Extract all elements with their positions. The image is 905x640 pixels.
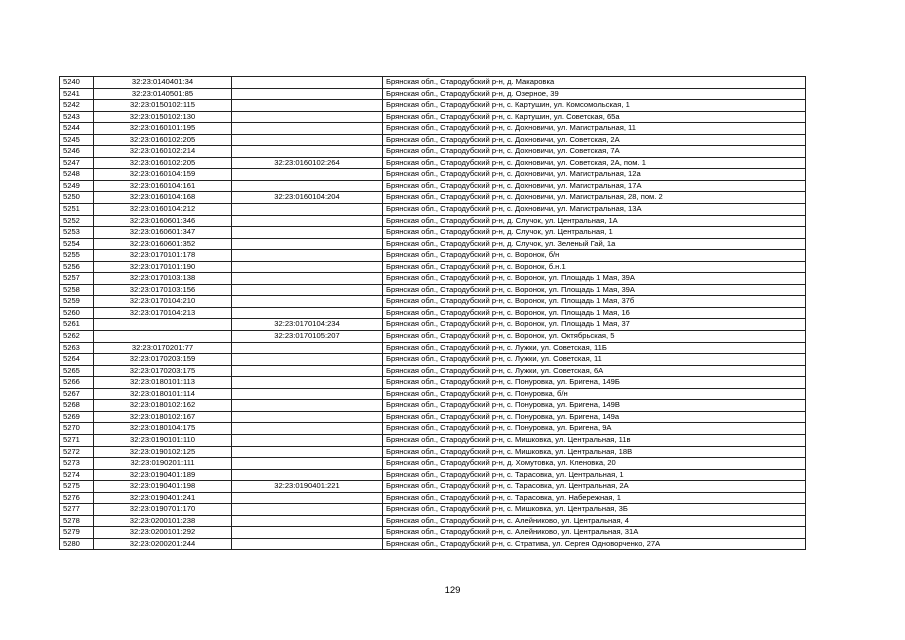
address-cell: Брянская обл., Стародубский р-н, д. Случок, ул. Зеленый Гай, 1а: [383, 238, 806, 250]
cadastral-number-cell: 32:23:0170201:77: [94, 342, 232, 354]
cadastral-number-cell: 32:23:0180101:114: [94, 388, 232, 400]
cadastral-number-cell: 32:23:0190701:170: [94, 504, 232, 516]
row-number-cell: 5279: [60, 527, 94, 539]
row-number-cell: 5249: [60, 180, 94, 192]
linked-cadastral-number-cell: [232, 388, 383, 400]
linked-cadastral-number-cell: [232, 527, 383, 539]
table-row: [60, 527, 806, 539]
table-row: [60, 204, 806, 216]
table-row: [60, 319, 806, 331]
linked-cadastral-number-cell: 32:23:0170105:207: [232, 331, 383, 343]
linked-cadastral-number-cell: [232, 423, 383, 435]
cadastral-number-cell: 32:23:0160601:346: [94, 215, 232, 227]
linked-cadastral-number-cell: 32:23:0190401:221: [232, 481, 383, 493]
linked-cadastral-number-cell: [232, 227, 383, 239]
linked-cadastral-number-cell: [232, 515, 383, 527]
table-row: [60, 481, 806, 493]
table-row: [60, 388, 806, 400]
address-cell: Брянская обл., Стародубский р-н, с. Понуровка, ул. Бригена, 149В: [383, 400, 806, 412]
row-number-cell: 5241: [60, 88, 94, 100]
table-row: [60, 515, 806, 527]
linked-cadastral-number-cell: [232, 342, 383, 354]
linked-cadastral-number-cell: [232, 250, 383, 262]
table-row: [60, 261, 806, 273]
table-row: [60, 238, 806, 250]
cadastral-number-cell: 32:23:0190401:241: [94, 492, 232, 504]
linked-cadastral-number-cell: [232, 180, 383, 192]
linked-cadastral-number-cell: [232, 492, 383, 504]
cadastral-number-cell: 32:23:0150102:115: [94, 100, 232, 112]
table-row: [60, 180, 806, 192]
address-cell: Брянская обл., Стародубский р-н, с. Алейниково, ул. Центральная, 31А: [383, 527, 806, 539]
row-number-cell: 5257: [60, 273, 94, 285]
document-page: [59, 76, 805, 550]
linked-cadastral-number-cell: [232, 111, 383, 123]
table-row: [60, 88, 806, 100]
cadastral-number-cell: 32:23:0160601:352: [94, 238, 232, 250]
cadastral-number-cell: 32:23:0180101:113: [94, 377, 232, 389]
row-number-cell: 5240: [60, 77, 94, 89]
address-cell: Брянская обл., Стародубский р-н, с. Лужки, ул. Советская, 11: [383, 354, 806, 366]
table-row: [60, 123, 806, 135]
address-cell: Брянская обл., Стародубский р-н, д. Хомутовка, ул. Кленовка, 20: [383, 458, 806, 470]
address-cell: Брянская обл., Стародубский р-н, с. Дохновичи, ул. Магистральная, 28, пом. 2: [383, 192, 806, 204]
table-row: [60, 354, 806, 366]
table-row: [60, 538, 806, 550]
row-number-cell: 5250: [60, 192, 94, 204]
row-number-cell: 5277: [60, 504, 94, 516]
cadastral-number-cell: 32:23:0180102:162: [94, 400, 232, 412]
cadastral-number-cell: [94, 331, 232, 343]
linked-cadastral-number-cell: [232, 538, 383, 550]
row-number-cell: 5251: [60, 204, 94, 216]
address-cell: Брянская обл., Стародубский р-н, д. Случок, ул. Центральная, 1А: [383, 215, 806, 227]
cadastral-number-cell: 32:23:0160101:195: [94, 123, 232, 135]
address-cell: Брянская обл., Стародубский р-н, с. Лужки, ул. Советская, 11Б: [383, 342, 806, 354]
address-cell: Брянская обл., Стародубский р-н, с. Картушин, ул. Советская, 65а: [383, 111, 806, 123]
row-number-cell: 5271: [60, 434, 94, 446]
table-row: [60, 377, 806, 389]
cadastral-number-cell: 32:23:0170103:156: [94, 284, 232, 296]
table-row: [60, 100, 806, 112]
address-cell: Брянская обл., Стародубский р-н, с. Картушин, ул. Комсомольская, 1: [383, 100, 806, 112]
row-number-cell: 5242: [60, 100, 94, 112]
table-row: [60, 365, 806, 377]
cadastral-number-cell: 32:23:0190101:110: [94, 434, 232, 446]
row-number-cell: 5259: [60, 296, 94, 308]
cadastral-table: [59, 76, 806, 550]
row-number-cell: 5255: [60, 250, 94, 262]
linked-cadastral-number-cell: [232, 284, 383, 296]
table-row: [60, 492, 806, 504]
address-cell: Брянская обл., Стародубский р-н, с. Воронок, б/н: [383, 250, 806, 262]
linked-cadastral-number-cell: [232, 458, 383, 470]
address-cell: Брянская обл., Стародубский р-н, с. Воронок, ул. Площадь 1 Мая, 16: [383, 307, 806, 319]
cadastral-number-cell: 32:23:0160102:205: [94, 157, 232, 169]
cadastral-number-cell: 32:23:0200101:292: [94, 527, 232, 539]
cadastral-number-cell: 32:23:0160102:205: [94, 134, 232, 146]
cadastral-number-cell: 32:23:0180102:167: [94, 411, 232, 423]
table-row: [60, 342, 806, 354]
address-cell: Брянская обл., Стародубский р-н, д. Макаровка: [383, 77, 806, 89]
address-cell: Брянская обл., Стародубский р-н, с. Мишковка, ул. Центральная, 3Б: [383, 504, 806, 516]
address-cell: Брянская обл., Стародубский р-н, с. Дохновичи, ул. Магистральная, 12а: [383, 169, 806, 181]
address-cell: Брянская обл., Стародубский р-н, д. Случок, ул. Центральная, 1: [383, 227, 806, 239]
cadastral-number-cell: [94, 319, 232, 331]
cadastral-number-cell: 32:23:0200201:244: [94, 538, 232, 550]
address-cell: Брянская обл., Стародубский р-н, с. Алейниково, ул. Центральная, 4: [383, 515, 806, 527]
linked-cadastral-number-cell: 32:23:0160104:204: [232, 192, 383, 204]
address-cell: Брянская обл., Стародубский р-н, с. Дохновичи, ул. Советская, 2А, пом. 1: [383, 157, 806, 169]
address-cell: Брянская обл., Стародубский р-н, с. Дохновичи, ул. Магистральная, 17А: [383, 180, 806, 192]
linked-cadastral-number-cell: [232, 134, 383, 146]
address-cell: Брянская обл., Стародубский р-н, д. Озерное, 39: [383, 88, 806, 100]
address-cell: Брянская обл., Стародубский р-н, с. Воронок, ул. Площадь 1 Мая, 37б: [383, 296, 806, 308]
cadastral-number-cell: 32:23:0170104:213: [94, 307, 232, 319]
row-number-cell: 5265: [60, 365, 94, 377]
table-row: [60, 469, 806, 481]
cadastral-number-cell: 32:23:0180104:175: [94, 423, 232, 435]
table-row: [60, 111, 806, 123]
linked-cadastral-number-cell: [232, 469, 383, 481]
linked-cadastral-number-cell: [232, 273, 383, 285]
row-number-cell: 5280: [60, 538, 94, 550]
row-number-cell: 5270: [60, 423, 94, 435]
linked-cadastral-number-cell: [232, 100, 383, 112]
cadastral-number-cell: 32:23:0160104:168: [94, 192, 232, 204]
linked-cadastral-number-cell: [232, 123, 383, 135]
row-number-cell: 5245: [60, 134, 94, 146]
address-cell: Брянская обл., Стародубский р-н, с. Мишковка, ул. Центральная, 18В: [383, 446, 806, 458]
table-row: [60, 227, 806, 239]
cadastral-number-cell: 32:23:0190401:198: [94, 481, 232, 493]
address-cell: Брянская обл., Стародубский р-н, с. Воронок, ул. Площадь 1 Мая, 39А: [383, 273, 806, 285]
cadastral-number-cell: 32:23:0140501:85: [94, 88, 232, 100]
linked-cadastral-number-cell: [232, 238, 383, 250]
address-cell: Брянская обл., Стародубский р-н, с. Понуровка, б/н: [383, 388, 806, 400]
row-number-cell: 5260: [60, 307, 94, 319]
row-number-cell: 5243: [60, 111, 94, 123]
address-cell: Брянская обл., Стародубский р-н, с. Тарасовка, ул. Набережная, 1: [383, 492, 806, 504]
cadastral-table-body: [60, 77, 806, 550]
row-number-cell: 5269: [60, 411, 94, 423]
address-cell: Брянская обл., Стародубский р-н, с. Лужки, ул. Советская, 6А: [383, 365, 806, 377]
linked-cadastral-number-cell: [232, 77, 383, 89]
linked-cadastral-number-cell: [232, 296, 383, 308]
linked-cadastral-number-cell: [232, 354, 383, 366]
table-row: [60, 307, 806, 319]
linked-cadastral-number-cell: [232, 261, 383, 273]
address-cell: Брянская обл., Стародубский р-н, с. Дохновичи, ул. Советская, 2А: [383, 134, 806, 146]
linked-cadastral-number-cell: [232, 377, 383, 389]
row-number-cell: 5258: [60, 284, 94, 296]
linked-cadastral-number-cell: [232, 204, 383, 216]
cadastral-number-cell: 32:23:0160102:214: [94, 146, 232, 158]
address-cell: Брянская обл., Стародубский р-н, с. Понуровка, ул. Бригена, 149а: [383, 411, 806, 423]
row-number-cell: 5262: [60, 331, 94, 343]
address-cell: Брянская обл., Стародубский р-н, с. Воронок, б.н.1: [383, 261, 806, 273]
address-cell: Брянская обл., Стародубский р-н, с. Воронок, ул. Площадь 1 Мая, 37: [383, 319, 806, 331]
table-row: [60, 134, 806, 146]
address-cell: Брянская обл., Стародубский р-н, с. Дохновичи, ул. Магистральная, 11: [383, 123, 806, 135]
linked-cadastral-number-cell: [232, 307, 383, 319]
linked-cadastral-number-cell: [232, 434, 383, 446]
table-row: [60, 331, 806, 343]
address-cell: Брянская обл., Стародубский р-н, с. Дохновичи, ул. Советская, 7А: [383, 146, 806, 158]
cadastral-number-cell: 32:23:0160104:212: [94, 204, 232, 216]
table-row: [60, 423, 806, 435]
linked-cadastral-number-cell: [232, 215, 383, 227]
table-row: [60, 250, 806, 262]
row-number-cell: 5273: [60, 458, 94, 470]
address-cell: Брянская обл., Стародубский р-н, с. Воронок, ул. Октябрьская, 5: [383, 331, 806, 343]
row-number-cell: 5263: [60, 342, 94, 354]
cadastral-number-cell: 32:23:0170203:159: [94, 354, 232, 366]
address-cell: Брянская обл., Стародубский р-н, с. Понуровка, ул. Бригена, 149Б: [383, 377, 806, 389]
table-row: [60, 446, 806, 458]
linked-cadastral-number-cell: [232, 146, 383, 158]
row-number-cell: 5264: [60, 354, 94, 366]
row-number-cell: 5248: [60, 169, 94, 181]
cadastral-number-cell: 32:23:0160104:159: [94, 169, 232, 181]
linked-cadastral-number-cell: [232, 365, 383, 377]
table-row: [60, 273, 806, 285]
cadastral-number-cell: 32:23:0190401:189: [94, 469, 232, 481]
table-row: [60, 215, 806, 227]
address-cell: Брянская обл., Стародубский р-н, с. Воронок, ул. Площадь 1 Мая, 39А: [383, 284, 806, 296]
cadastral-number-cell: 32:23:0170203:175: [94, 365, 232, 377]
table-row: [60, 458, 806, 470]
address-cell: Брянская обл., Стародубский р-н, с. Стратива, ул. Сергея Одноворченко, 27А: [383, 538, 806, 550]
table-row: [60, 296, 806, 308]
row-number-cell: 5253: [60, 227, 94, 239]
address-cell: Брянская обл., Стародубский р-н, с. Тарасовка, ул. Центральная, 1: [383, 469, 806, 481]
address-cell: Брянская обл., Стародубский р-н, с. Мишковка, ул. Центральная, 11в: [383, 434, 806, 446]
row-number-cell: 5276: [60, 492, 94, 504]
row-number-cell: 5275: [60, 481, 94, 493]
linked-cadastral-number-cell: 32:23:0160102:264: [232, 157, 383, 169]
cadastral-number-cell: 32:23:0170103:138: [94, 273, 232, 285]
table-row: [60, 146, 806, 158]
row-number-cell: 5268: [60, 400, 94, 412]
table-row: [60, 192, 806, 204]
linked-cadastral-number-cell: [232, 169, 383, 181]
table-row: [60, 504, 806, 516]
cadastral-number-cell: 32:23:0170104:210: [94, 296, 232, 308]
table-row: [60, 411, 806, 423]
row-number-cell: 5274: [60, 469, 94, 481]
address-cell: Брянская обл., Стародубский р-н, с. Тарасовка, ул. Центральная, 2А: [383, 481, 806, 493]
table-row: [60, 77, 806, 89]
table-row: [60, 400, 806, 412]
page-number: 129: [444, 585, 461, 596]
table-row: [60, 157, 806, 169]
linked-cadastral-number-cell: 32:23:0170104:234: [232, 319, 383, 331]
row-number-cell: 5266: [60, 377, 94, 389]
table-row: [60, 434, 806, 446]
cadastral-number-cell: 32:23:0170101:190: [94, 261, 232, 273]
row-number-cell: 5256: [60, 261, 94, 273]
row-number-cell: 5272: [60, 446, 94, 458]
cadastral-number-cell: 32:23:0160601:347: [94, 227, 232, 239]
table-row: [60, 284, 806, 296]
row-number-cell: 5252: [60, 215, 94, 227]
row-number-cell: 5278: [60, 515, 94, 527]
row-number-cell: 5254: [60, 238, 94, 250]
cadastral-number-cell: 32:23:0190201:111: [94, 458, 232, 470]
linked-cadastral-number-cell: [232, 446, 383, 458]
linked-cadastral-number-cell: [232, 88, 383, 100]
address-cell: Брянская обл., Стародубский р-н, с. Понуровка, ул. Бригена, 9А: [383, 423, 806, 435]
cadastral-number-cell: 32:23:0170101:178: [94, 250, 232, 262]
linked-cadastral-number-cell: [232, 504, 383, 516]
cadastral-number-cell: 32:23:0200101:238: [94, 515, 232, 527]
cadastral-number-cell: 32:23:0150102:130: [94, 111, 232, 123]
linked-cadastral-number-cell: [232, 400, 383, 412]
row-number-cell: 5246: [60, 146, 94, 158]
row-number-cell: 5261: [60, 319, 94, 331]
cadastral-number-cell: 32:23:0160104:161: [94, 180, 232, 192]
cadastral-number-cell: 32:23:0140401:34: [94, 77, 232, 89]
row-number-cell: 5247: [60, 157, 94, 169]
cadastral-number-cell: 32:23:0190102:125: [94, 446, 232, 458]
address-cell: Брянская обл., Стародубский р-н, с. Дохновичи, ул. Магистральная, 13А: [383, 204, 806, 216]
row-number-cell: 5244: [60, 123, 94, 135]
table-row: [60, 169, 806, 181]
row-number-cell: 5267: [60, 388, 94, 400]
linked-cadastral-number-cell: [232, 411, 383, 423]
